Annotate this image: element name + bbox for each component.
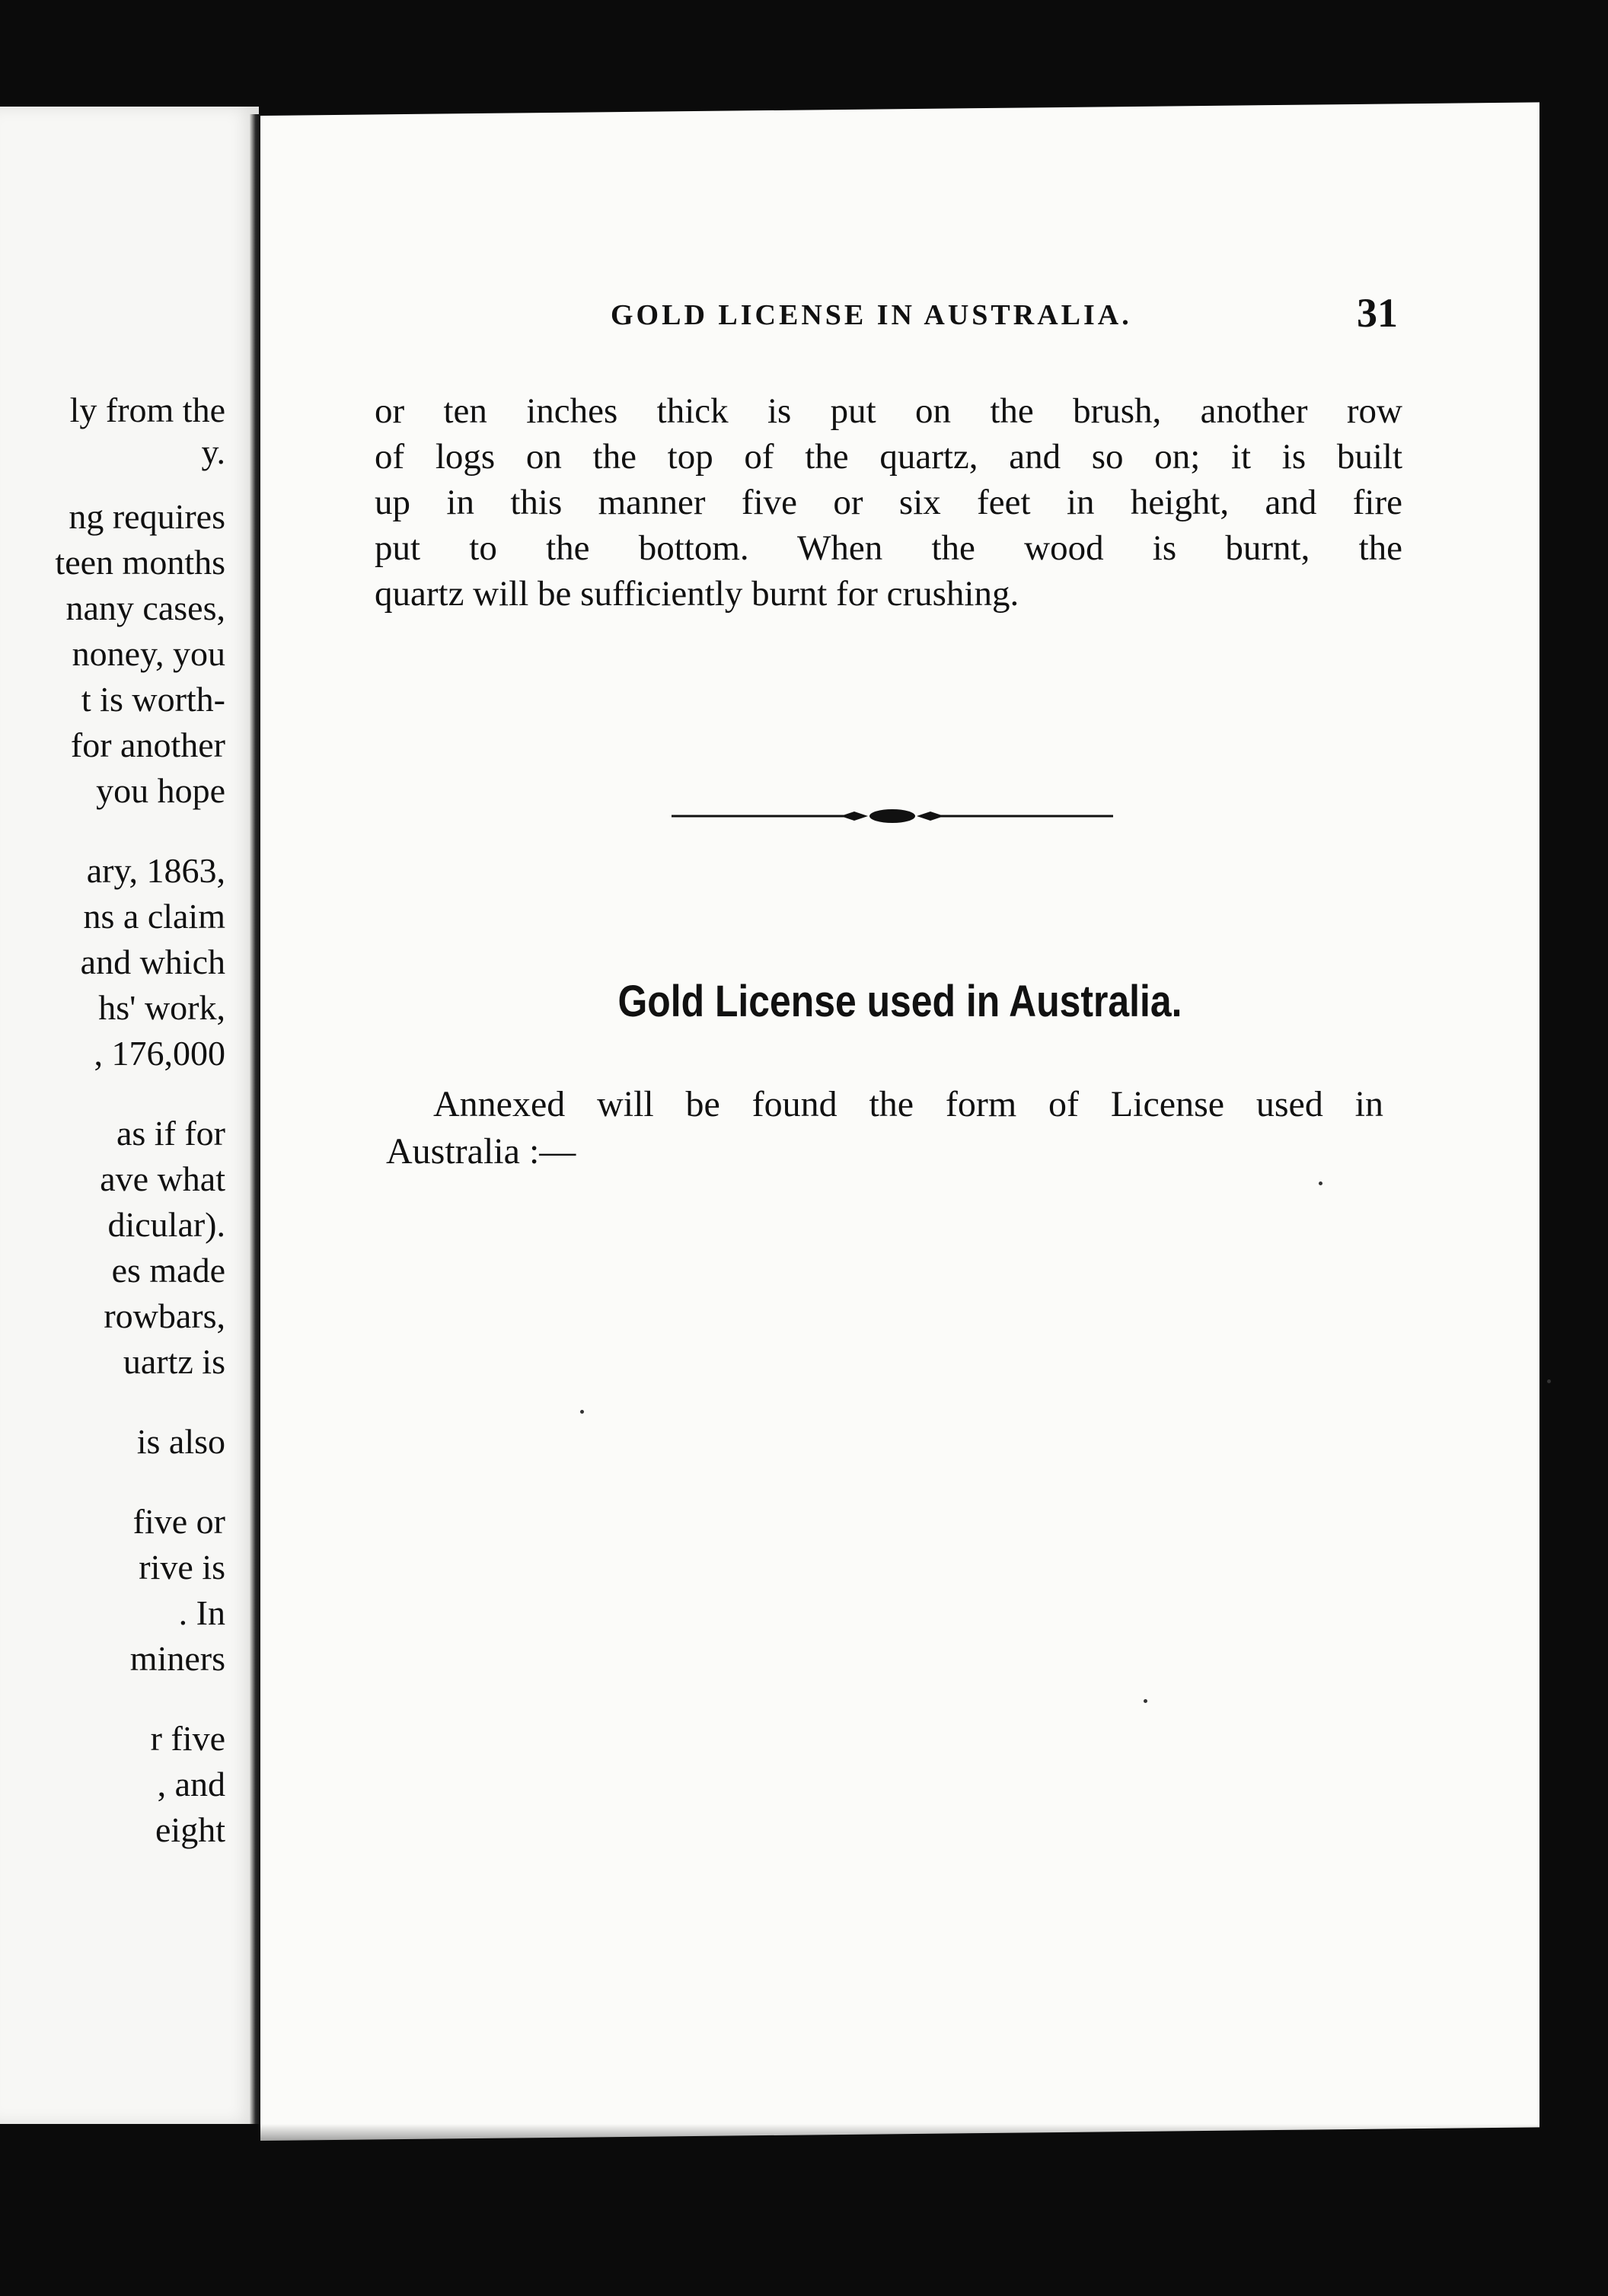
left-page-line: es made [111,1251,225,1290]
left-page-line: y. [201,432,225,471]
right-page [260,102,1539,2141]
left-page-line: you hope [96,771,225,810]
left-page-line: rive is [139,1548,225,1586]
left-page-line: ns a claim [83,897,225,936]
left-page-line: ly from the [69,391,225,429]
annexed-line: Australia :— [386,1131,576,1172]
left-page-line: uartz is [123,1342,225,1381]
paper-speck [1144,1699,1147,1703]
section-title: Gold License used in Australia. [617,977,1182,1026]
left-page-line: r five [150,1719,225,1758]
left-page-line: eight [155,1810,225,1849]
left-page-line: noney, you [72,634,225,673]
paper-speck [580,1410,584,1414]
paragraph-line: put to the bottom. When the wood is burnt, the [375,528,1402,568]
left-page-line: ng requires [69,497,225,536]
left-page-line: rowbars, [104,1296,225,1335]
page-edge-shadow [260,2124,1555,2170]
paragraph-line: of logs on the top of the quartz, and so on; it is built [375,437,1402,477]
running-head: GOLD LICENSE IN AUSTRALIA. [611,299,1132,331]
left-page-line: hs' work, [98,988,225,1027]
left-page-line: is also [136,1422,225,1461]
annexed-line: Annexed will be found the form of License used in [433,1084,1383,1124]
left-page-line: five or [132,1502,225,1541]
left-page-line: teen months [55,543,225,582]
paragraph-line: up in this manner five or six feet in height, and fire [375,483,1402,522]
left-page-line: as if for [116,1114,225,1153]
paragraph-line: or ten inches thick is put on the brush, another row [375,391,1402,431]
paragraph-continuation [375,388,1402,617]
book-gutter [250,114,260,2124]
left-page-line: nany cases, [65,588,225,627]
ornamental-divider [672,801,1113,831]
left-page-line: . In [178,1593,225,1632]
annexed-paragraph [386,1081,1383,1175]
left-page-line: t is worth- [81,680,225,719]
page-number: 31 [1357,290,1398,336]
left-page [0,107,259,2124]
left-page-line: and which [80,942,225,981]
left-page-line: for another [70,725,225,764]
left-page-line: , 176,000 [94,1034,225,1073]
left-page-line: , and [157,1765,225,1803]
paragraph-line: quartz will be sufficiently burnt for crushing. [375,574,1019,614]
left-page-line: dicular). [107,1205,225,1244]
left-page-line: ary, 1863, [86,851,225,890]
paper-speck [1547,1379,1551,1383]
left-page-line: miners [129,1639,225,1678]
paper-speck [1319,1181,1322,1185]
left-page-line: ave what [100,1159,225,1198]
